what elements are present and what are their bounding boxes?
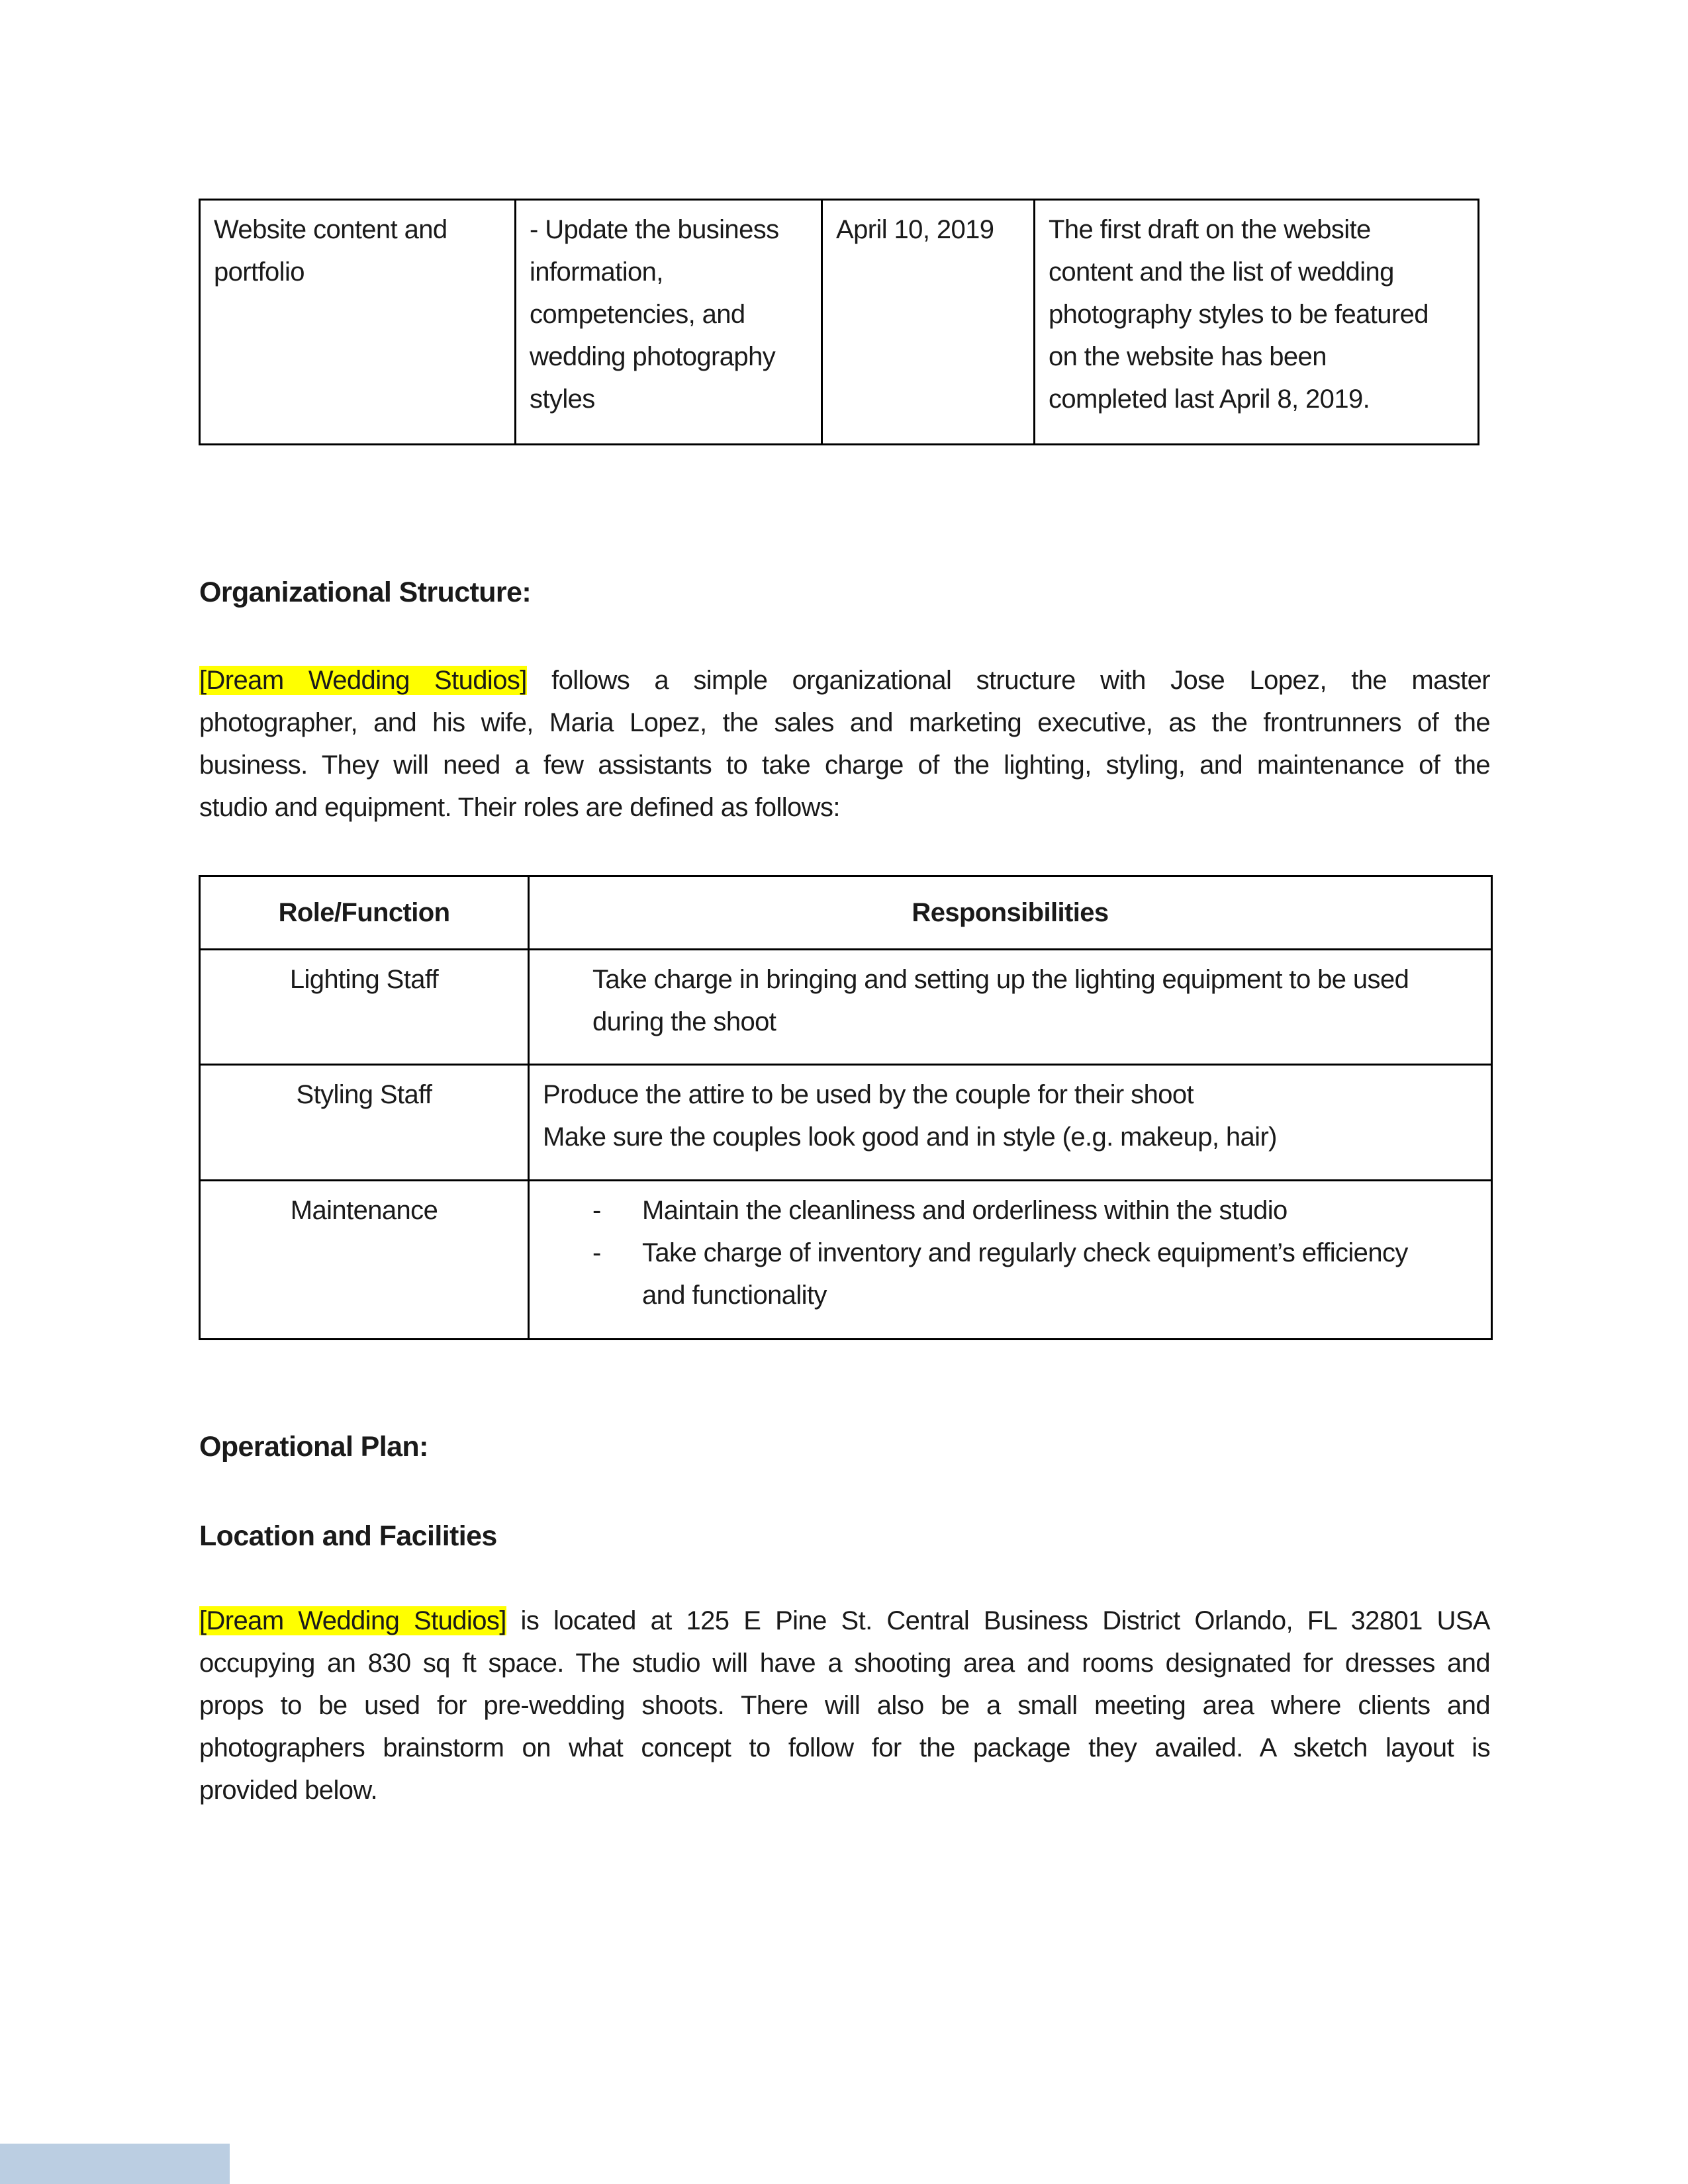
table-row <box>200 950 1492 1065</box>
milestone-date-cell <box>822 200 1035 445</box>
responsibility-cell <box>529 1065 1492 1181</box>
paragraph-text: is located at 125 E Pine St. Central Business District Orlando, FL 32801 USA <box>506 1606 1490 1635</box>
responsibility-text: Take charge in bringing and setting up the lighting equipment to be used <box>592 965 1409 994</box>
responsibility-text: during the shoot <box>592 1007 776 1036</box>
bullet-text: Take charge of inventory and regularly check equipment’s efficiency <box>642 1238 1408 1267</box>
table-header-row <box>200 876 1492 950</box>
paragraph-line: studio and equipment. Their roles are defined as follows: <box>199 793 840 822</box>
highlighted-company-name: [Dream Wedding Studios] <box>199 666 527 695</box>
cell-text: content and the list of wedding <box>1049 257 1394 287</box>
bullet-text: Maintain the cleanliness and orderliness within the studio <box>642 1196 1288 1225</box>
role-cell <box>200 1181 529 1340</box>
table-row <box>200 200 1479 445</box>
cell-text: styles <box>530 385 595 414</box>
cell-text: The first draft on the website <box>1049 215 1371 244</box>
role-cell <box>200 950 529 1065</box>
table-row <box>200 1065 1492 1181</box>
cell-text: competencies, and <box>530 300 745 329</box>
subheading-location-facilities: Location and Facilities <box>199 1520 497 1552</box>
highlighted-company-name: [Dream Wedding Studios] <box>199 1606 506 1635</box>
milestone-task-cell <box>516 200 822 445</box>
responsibility-text: Make sure the couples look good and in style (e.g. makeup, hair) <box>543 1122 1277 1152</box>
bullet-item <box>592 1232 1491 1316</box>
paragraph-line <box>199 1600 1490 1642</box>
location-paragraph <box>199 1600 1490 1811</box>
responsibility-text: Produce the attire to be used by the couple for their shoot <box>543 1080 1194 1109</box>
table-row <box>200 1181 1492 1340</box>
responsibility-cell <box>529 1181 1492 1340</box>
paragraph-line: props to be used for pre-wedding shoots. There will also be a small meeting area where clients and <box>199 1691 1490 1720</box>
dash-bullet-icon: - <box>592 1196 601 1225</box>
org-paragraph <box>199 659 1490 829</box>
role-name: Styling Staff <box>296 1080 432 1109</box>
bullet-item <box>592 1189 1491 1232</box>
column-header-role: Role/Function <box>200 876 529 950</box>
section-heading-operational-plan: Operational Plan: <box>199 1431 428 1463</box>
cell-text: completed last April 8, 2019. <box>1049 385 1370 414</box>
milestone-table <box>199 199 1479 445</box>
milestone-status-cell <box>1035 200 1479 445</box>
milestone-item-cell <box>200 200 516 445</box>
paragraph-text: follows a simple organizational structure with Jose Lopez, the master <box>526 666 1490 695</box>
cell-text: information, <box>530 257 663 287</box>
role-name: Lighting Staff <box>289 965 439 994</box>
section-heading-organizational-structure: Organizational Structure: <box>199 576 532 608</box>
paragraph-line: business. They will need a few assistants to take charge of the lighting, styling, and maintenance of the <box>199 751 1490 780</box>
cell-text: on the website has been <box>1049 342 1327 371</box>
footer-decorative-bar <box>0 2144 230 2184</box>
cell-text: wedding photography <box>530 342 776 371</box>
paragraph-line: photographer, and his wife, Maria Lopez, the sales and marketing executive, as the frontrunners of the <box>199 708 1490 737</box>
dash-bullet-icon: - <box>592 1238 601 1267</box>
bullet-text: and functionality <box>642 1281 827 1310</box>
cell-text: photography styles to be featured <box>1049 300 1429 329</box>
role-name: Maintenance <box>290 1196 438 1225</box>
roles-table <box>199 875 1493 1340</box>
column-header-responsibilities: Responsibilities <box>529 876 1492 950</box>
role-cell <box>200 1065 529 1181</box>
cell-text: Website content and <box>214 215 447 244</box>
cell-text: - Update the business <box>530 215 779 244</box>
paragraph-line <box>199 659 1490 702</box>
paragraph-line: provided below. <box>199 1776 377 1805</box>
paragraph-line: occupying an 830 sq ft space. The studio will have a shooting area and rooms designated for dresses and <box>199 1649 1490 1678</box>
cell-text: April 10, 2019 <box>836 215 994 244</box>
cell-text: portfolio <box>214 257 305 287</box>
responsibility-cell <box>529 950 1492 1065</box>
paragraph-line: photographers brainstorm on what concept to follow for the package they availed. A sketch layout is <box>199 1733 1490 1762</box>
